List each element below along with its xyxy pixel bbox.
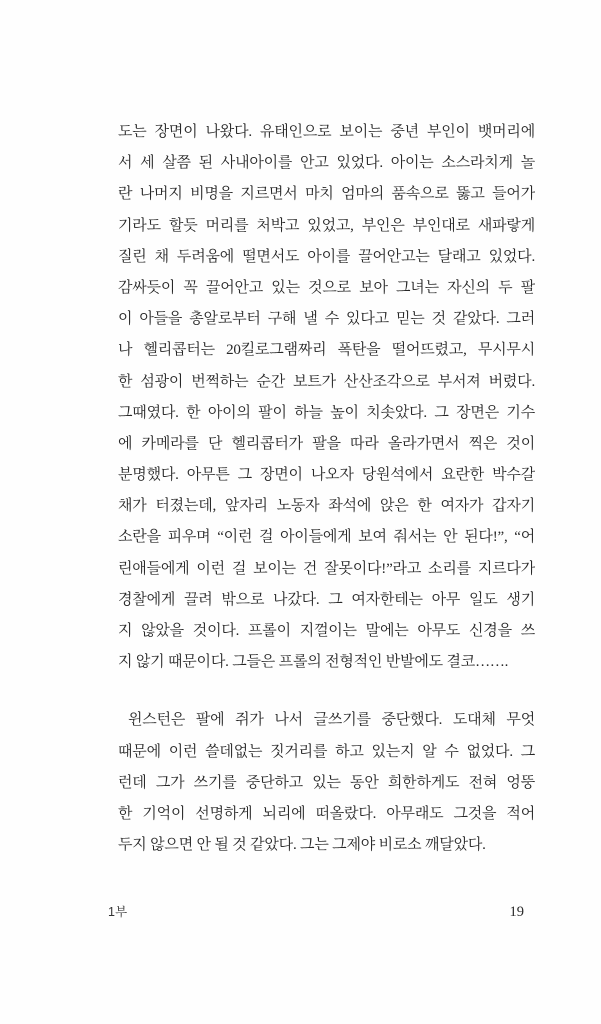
page-footer [108,902,524,921]
text-line: 한 기억이 선명하게 뇌리에 떠올랐다. 아무래도 그것을 적어 [118,805,535,822]
text-line: 그때였다. 한 아이의 팔이 하늘 높이 치솟았다. 그 장면은 기수 [118,404,535,421]
text-line: 감싸듯이 꼭 끌어안고 있는 것으로 보아 그녀는 자신의 두 팔 [118,279,535,296]
page-number: 19 [509,904,524,920]
paragraph [118,117,535,678]
text-line: 지 않았을 것이다. 프롤이 지껄이는 말에는 아무도 신경을 쓰 [118,623,535,639]
text-line: 한 섬광이 번쩍하는 순간 보트가 산산조각으로 부서져 버렸다. [118,373,535,390]
text-line: 두지 않으면 안 될 것 같았다. 그는 그제야 비로소 깨달았다. [118,837,486,854]
text-line: 서 세 살쯤 된 사내아이를 안고 있었다. 아이는 소스라치게 놀 [118,155,535,172]
text-line: 경찰에게 끌려 밖으로 나갔다. 그 여자한테는 아무 일도 생기 [118,591,535,608]
paragraph [118,705,535,861]
section-label: 1부 [108,905,128,919]
text-line: 도는 장면이 나왔다. 유태인으로 보이는 중년 부인이 뱃머리에 [118,124,535,140]
text-line: 때문에 이런 쓸데없는 짓거리를 하고 있는지 알 수 없었다. 그 [118,743,535,760]
text-line: 윈스턴은 팔에 쥐가 나서 글쓰기를 중단했다. 도대체 무엇 [128,712,535,729]
text-line: 란 나머지 비명을 지르면서 마치 엄마의 품속으로 뚫고 들어가 [118,186,535,203]
text-line: 런데 그가 쓰기를 중단하고 있는 동안 희한하게도 전혀 엉뚱 [118,774,535,791]
text-line: 에 카메라를 단 헬리콥터가 팔을 따라 올라가면서 찍은 것이 [118,435,535,452]
text-line: 기라도 할듯 머리를 처박고 있었고, 부인은 부인대로 새파랗게 [118,217,535,234]
text-line: 이 아들을 총알로부터 구해 낼 수 있다고 믿는 것 같았다. 그러 [118,311,535,328]
text-line: 린애들에게 이런 걸 보이는 건 잘못이다!”라고 소리를 지르다가 [118,560,535,577]
text-line: 질린 채 두려움에 떨면서도 아이를 끌어안고는 달래고 있었다. [118,248,535,265]
text-line: 소란을 피우며 “이런 걸 아이들에게 보여 줘서는 안 된다!”, “어 [118,529,535,546]
text-line: 나 헬리콥터는 20킬로그램짜리 폭탄을 떨어뜨렸고, 무시무시 [118,342,535,359]
text-line: 채가 터졌는데, 앞자리 노동자 좌석에 앉은 한 여자가 갑자기 [118,498,535,515]
page-text [118,117,535,861]
text-line: 분명했다. 아무튼 그 장면이 나오자 당원석에서 요란한 박수갈 [118,467,535,484]
text-line: 지 않기 때문이다. 그들은 프롤의 전형적인 반발에도 결코……. [118,654,509,671]
